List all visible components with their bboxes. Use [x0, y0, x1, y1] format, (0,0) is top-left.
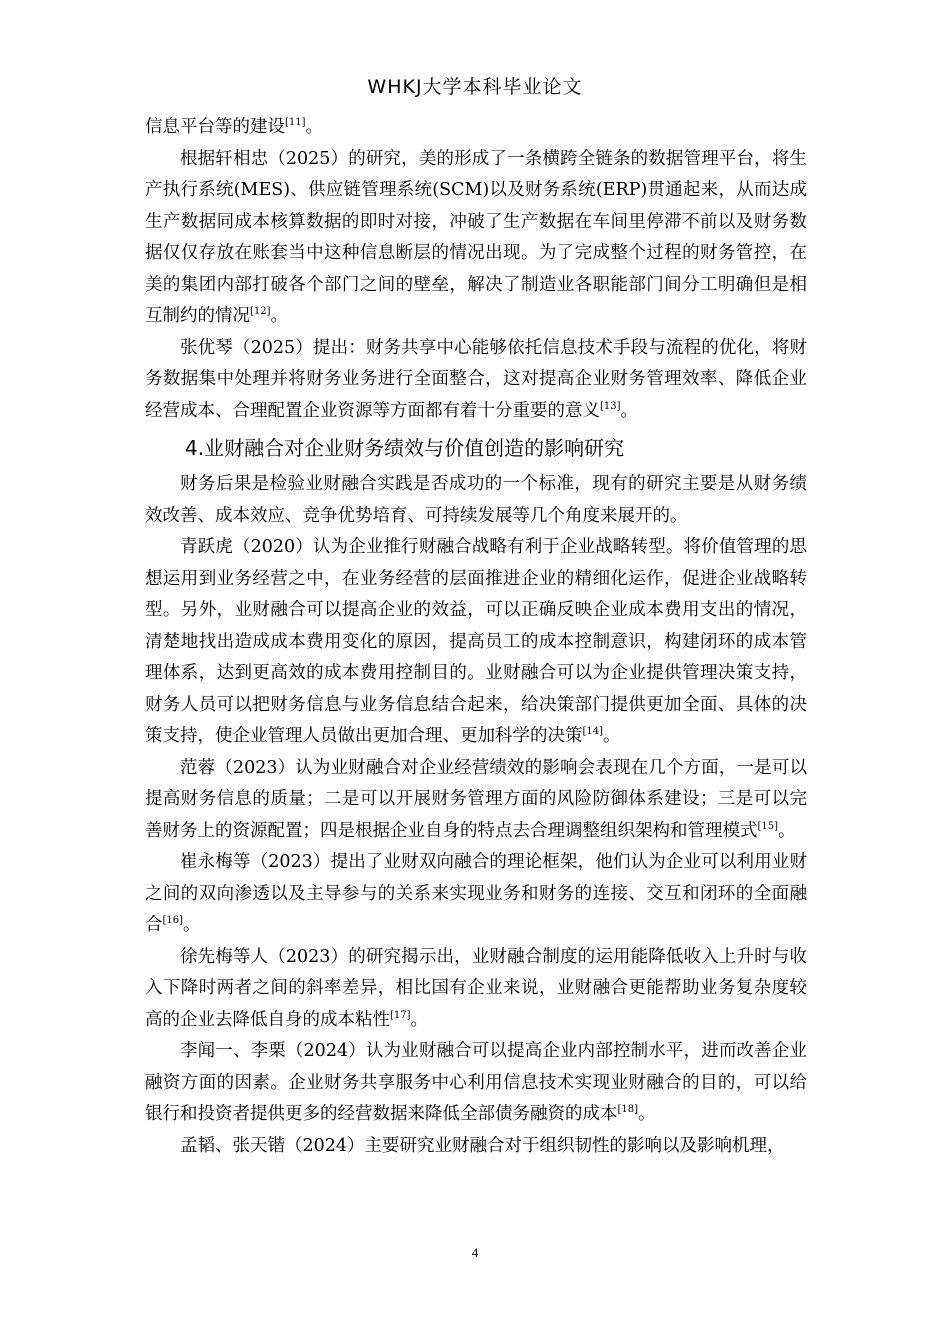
paragraph-tail: 。 [305, 117, 324, 137]
citation-ref: [15] [757, 820, 779, 832]
paragraph [145, 532, 807, 753]
citation-ref: [18] [617, 1104, 639, 1116]
paragraph [145, 1131, 807, 1163]
paragraph-text: 青跃虎（2020）认为企业推行财融合战略有利于企业战略转型。将价值管理的思想运用到业务经营之中，在业务经营的层面推进企业的精细化运作，促进企业战略转型。另外，业财融合可以提高企业的效益，可以正确反映企业成本费用支出的情况，清楚地找出造成成本费用变化的原因，提高员工的成本控制意识，构建闭环的成本管理体系，达到更高效的成本费用控制目的。业财融合可以为企业提供管理决策支持，财务人员可以把财务信息与业务信息结合起来，给决策部门提供更加全面、具体的决策支持，使企业管理人员做出更加合理、更加科学的决策 [145, 537, 807, 746]
paragraph-tail: 。 [638, 1104, 656, 1124]
paragraph [145, 1036, 807, 1131]
paragraph-tail: 。 [603, 726, 621, 746]
citation-ref: [17] [390, 1009, 411, 1021]
paragraph-text: 范蓉（2023）认为业财融合对企业经营绩效的影响会表现在几个方面，一是可以提高财务信息的质量；二是可以开展财务管理方面的风险防御体系建设；三是可以完善财务上的资源配置；四是根据企业自身的特点去合理调整组织架构和管理模式 [145, 757, 807, 841]
paragraph-text: 张优琴（2025）提出：财务共享中心能够依托信息技术手段与流程的优化，将财务数据集中处理并将财务业务进行全面整合，这对提高企业财务管理效率、降低企业经营成本、合理配置企业资源等方面都有着十分重要的意义 [145, 337, 807, 421]
citation-ref: [12] [250, 306, 271, 318]
section-heading: 4.业财融合对企业财务绩效与价值创造的影响研究 [185, 436, 625, 460]
paragraph [145, 333, 807, 428]
paragraph-text: 徐先梅等人（2023）的研究揭示出，业财融合制度的运用能降低收入上升时与收入下降时两者之间的斜率差异，相比国有企业来说，业财融合更能帮助业务复杂度较高的企业去降低自身的成本粘性 [145, 946, 807, 1030]
running-header: WHKJ大学本科毕业论文 [367, 76, 583, 98]
paragraph [145, 469, 807, 532]
paragraph-tail: 。 [270, 306, 289, 326]
paragraph-text: 根据轩相忠（2025）的研究，美的形成了一条横跨全链条的数据管理平台，将生产执行系统(MES)、供应链管理系统(SCM)以及财务系统(ERP)贯通起来，从而达成生产数据同成本核算数据的即时对接，冲破了生产数据在车间里停滞不前以及财务数据仅仅存放在账套当中这种信息断层的情况出现。为了完成整个过程的财务管控，在美的集团内部打破各个部门之间的壁垒，解决了制造业各职能部门间分工明确但是相互制约的情况 [145, 148, 807, 326]
citation-ref: [14] [582, 726, 604, 738]
paragraph [145, 847, 807, 942]
paragraph-text: 李闻一、李栗（2024）认为业财融合可以提高企业内部控制水平，进而改善企业融资方面的因素。企业财务共享服务中心利用信息技术实现业财融合的目的，可以给银行和投资者提供更多的经营数据来降低全部债务融资的成本 [145, 1041, 807, 1124]
citation-ref: [11] [285, 117, 306, 129]
paragraph [145, 753, 807, 848]
paragraph-text: 财务后果是检验业财融合实践是否成功的一个标准，现有的研究主要是从财务绩效改善、成本效应、竞争优势培育、可持续发展等几个角度来展开的。 [145, 474, 807, 526]
paragraph-tail: 。 [778, 820, 796, 841]
paragraph-tail: 。 [410, 1009, 429, 1030]
body-content [145, 112, 807, 1162]
paragraph-tail: 。 [183, 915, 201, 935]
citation-ref: [16] [162, 915, 184, 927]
citation-ref: [13] [600, 400, 621, 412]
paragraph-text: 崔永梅等（2023）提出了业财双向融合的理论框架，他们认为企业可以利用业财之间的双向渗透以及主导参与的关系来实现业务和财务的连接、交互和闭环的全面融合 [145, 852, 807, 935]
paragraph-continuation [145, 112, 807, 144]
paragraph-tail: 。 [620, 400, 639, 421]
paragraph-text: 信息平台等的建设 [145, 117, 285, 137]
paragraph [145, 942, 807, 1037]
paragraph [145, 144, 807, 333]
page-number: 4 [471, 1245, 479, 1260]
paragraph-text: 孟韬、张天锴（2024）主要研究业财融合对于组织韧性的影响以及影响机理， [180, 1135, 785, 1156]
